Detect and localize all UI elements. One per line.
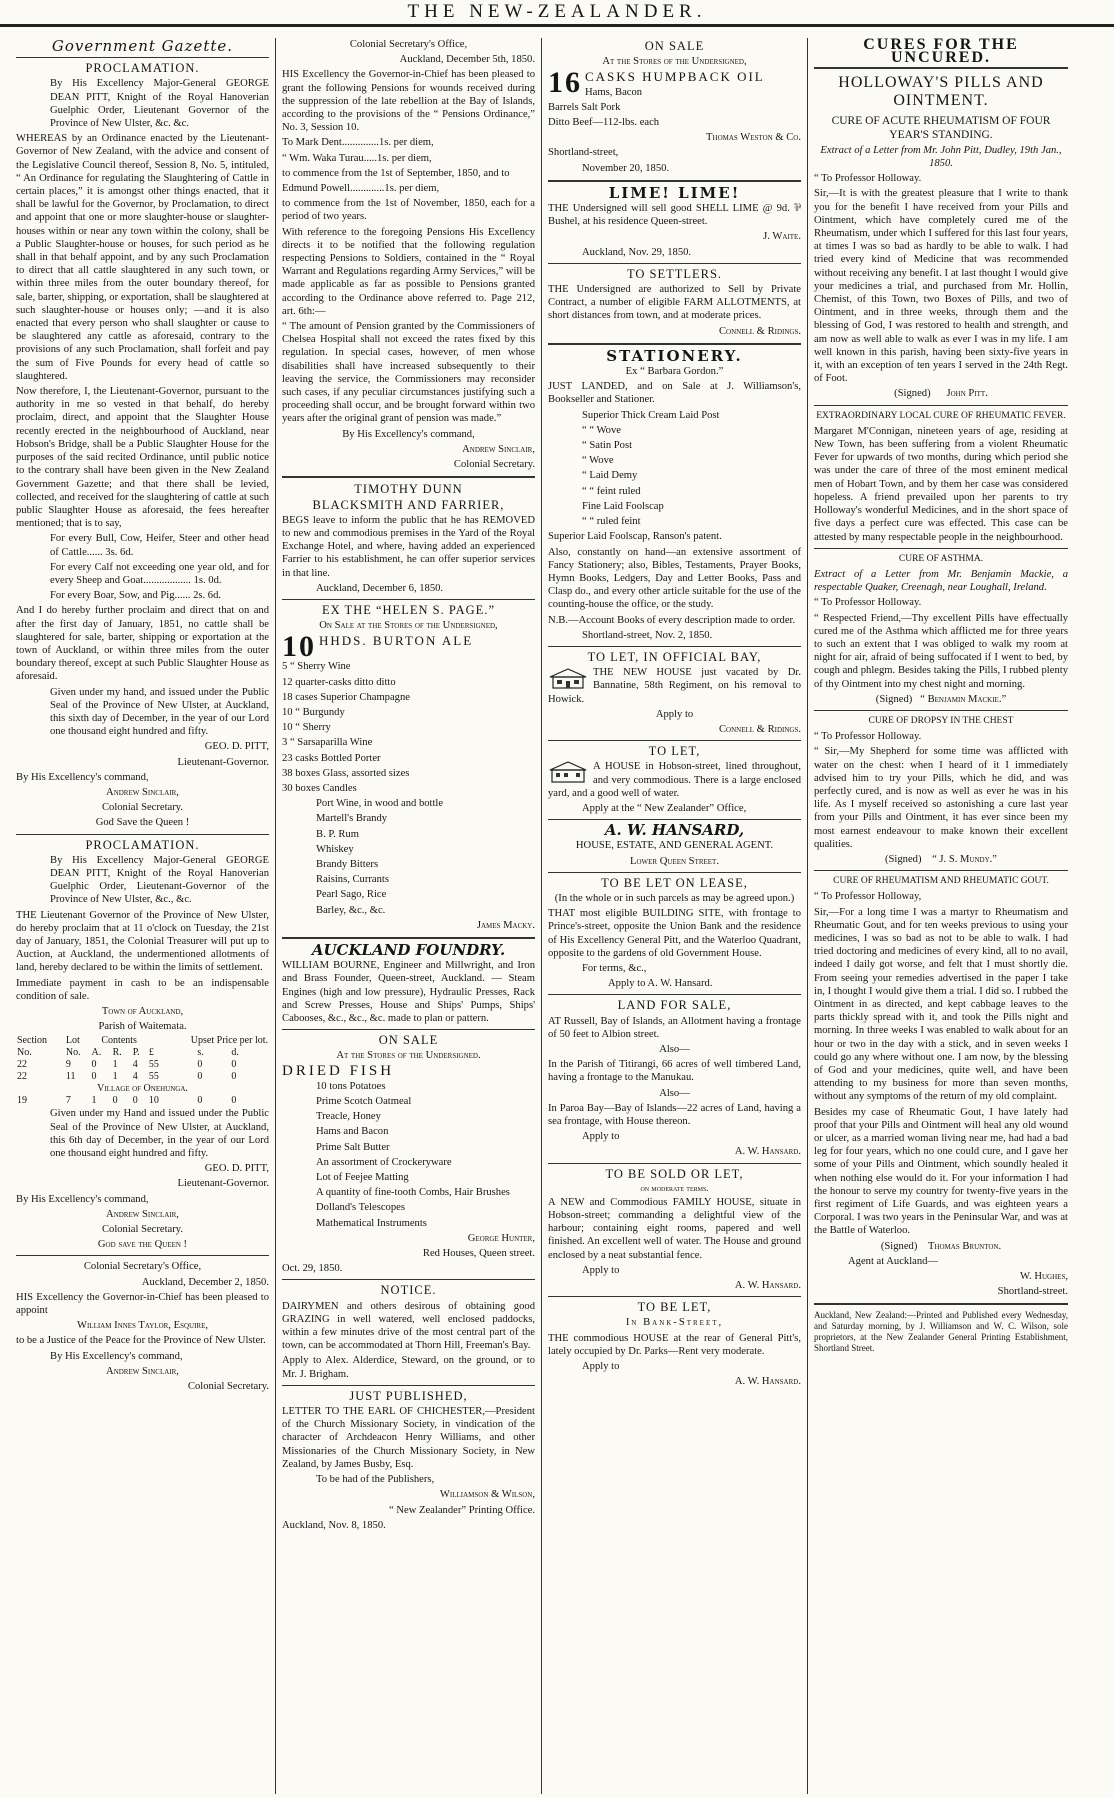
list-item: “ “ feint ruled [582, 485, 641, 497]
proclamation-1-secretary-title: Colonial Secretary. [101, 802, 184, 814]
list-item: Ditto Beef—112-lbs. each [548, 117, 660, 129]
agent-address: Shortland-street. [997, 1286, 1068, 1298]
cell: 55 [148, 1059, 159, 1071]
lime-body: THE Undersigned will sell good SHELL LIME @ 9d. ⅌ Bushel, at his residence Queen-street. [548, 203, 801, 228]
list-item: 3 “ Sarsaparilla Wine [282, 737, 373, 749]
pensions-reference: With reference to the foregoing Pensions His Excellency directs it to be notified that the following regulation respecting Pensions to Soldiers, contained in the “ Royal Warrant and Regulations regarding Army Services,” will be made applicable as far as possible to Pensions granted according to the Ordinance above referred to. Page 212, art. 6th:— [282, 226, 535, 317]
list-item: Whiskey [316, 843, 354, 855]
column-2 [276, 38, 542, 1794]
cure-3-body: “ Respected Friend,—Thy excellent Pills have effectually cured me of the Asthma which afflicted me for three years to such an extent that I was obliged to walk my room at night for air, afraid of being suffocated if I went to bed, by cough and phlegm. Besides taking the Pills, I rubbed plenty of thy Ointment into my chest night and morning. [814, 612, 1068, 690]
pension-4: Edmund Powell.............1s. per diem, [282, 183, 440, 195]
cure-1-body: Sir,—It is with the greatest pleasure that I write to thank you for the benefit I have received from your Pills and Ointment, which have completely cured me of the Rheumatism, under which I suffered for this last four years, at times I was so bad as hardly to be able to walk. I had tried every kind of Medicine that was recommended without receiving any benefit. I at last thought I would give your medicines a trial, and purchased from Mr. Hollin, Chemist, of this Town, two Boxes of Pills, and two of Ointment, and in three weeks, through them and the blessing of God, I was restored to health and strength, and am now as well able to walk as ever I was in my life. I am well known in this parish, having been sixty-five years in it, with an exception of ten years I served in the 24th Regt. of Foot. [814, 188, 1068, 385]
sold-apply: Apply to [582, 1264, 620, 1276]
list-item: “ Laid Demy [582, 470, 638, 482]
proclamation-2-god-save: God save the Queen ! [97, 1239, 188, 1251]
pension-2: “ Wm. Waka Turau.....1s. per diem, [282, 152, 432, 164]
fish-signature-2: Red Houses, Queen street. [422, 1248, 535, 1260]
stationery-items [548, 409, 801, 544]
pension-1: To Mark Dent..............1s. per diem, [282, 137, 434, 149]
sub-no: No. [17, 1047, 32, 1059]
sub-a: A. [91, 1047, 102, 1059]
cure-2-heading: EXTRAORDINARY LOCAL CURE OF RHEUMATIC FEVER. [816, 410, 1066, 421]
sold-signature: A. W. Hansard. [734, 1280, 801, 1292]
list-item: Superior Thick Cream Laid Post [582, 409, 720, 421]
gazette-heading: Government Gazette. [51, 38, 234, 55]
agent-label: Agent at Auckland— [848, 1255, 939, 1267]
settlers-body: THE Undersigned are authorized to Sell by Private Contract, a number of eligible FARM ALLOTMENTS, at short distances from town, and at moderate prices. [548, 284, 801, 322]
fish-lead: DRIED FISH [282, 1062, 395, 1079]
list-item: Pearl Sago, Rice [316, 889, 387, 901]
divider [548, 819, 801, 820]
table-row [16, 1059, 269, 1071]
cures-heading: CURES FOR THE UNCURED. [814, 38, 1068, 69]
to-let-apply: Apply at the “ New Zealander” Office, [582, 802, 747, 814]
cell: 0 [231, 1059, 237, 1071]
sale-date: November 20, 1850. [582, 162, 670, 174]
allotment-table [16, 1035, 269, 1107]
cure-1-heading: CURE OF ACUTE RHEUMATISM OF FOUR YEAR'S STANDING. [831, 115, 1051, 141]
masthead: THE NEW-ZEALANDER. [0, 0, 1114, 26]
list-item: 10 “ Burgundy [282, 706, 345, 718]
office-body: HIS Excellency the Governor-in-Chief has been pleased to appoint [16, 1291, 269, 1317]
lime-signature: J. Waite. [763, 231, 801, 243]
bank-body: THE commodious HOUSE at the rear of General Pitt's, lately occupied by Dr. Parks—Rent very moderate. [548, 1332, 801, 1357]
to-let-block [548, 760, 801, 800]
notice-heading: NOTICE. [380, 1283, 437, 1298]
proclamation-2-secretary: Andrew Sinclair, [106, 1208, 179, 1220]
divider [548, 872, 801, 873]
stationery-also: Also, constantly on hand—an extensive assortment of Fancy Stationery; also, Bibles, Testaments, Prayer Books, Hymn Books, Ledgers, Day and Letter Books, Pass and Clasp do., and every other article suitable for the use of the counting-house the office, or the study. [548, 546, 801, 611]
sold-sub: on moderate terms. [640, 1182, 709, 1193]
divider [548, 343, 801, 345]
helen-heading: EX THE “HELEN S. PAGE.” [322, 602, 495, 617]
list-item: Treacle, Honey [316, 1111, 381, 1123]
official-bay-block [548, 666, 801, 706]
list-item: 10 “ Sherry [282, 722, 331, 734]
bank-heading: TO BE LET, [637, 1300, 712, 1315]
lime-heading: LIME! LIME! [608, 183, 741, 202]
cell: 22 [17, 1059, 27, 1071]
cell: 0 [197, 1071, 203, 1083]
th-upset: Upset Price per lot. [190, 1035, 268, 1047]
proclamation-2-heading: PROCLAMATION. [85, 837, 200, 852]
hansard-body: HOUSE, ESTATE, AND GENERAL AGENT. [575, 840, 774, 852]
cell: 0 [91, 1071, 97, 1083]
list-item: B. P. Rum [316, 828, 359, 840]
divider [548, 263, 801, 264]
cure-4-body: “ Sir,—My Shepherd for some time was afflicted with water on the chest: when I heard of it I immediately advised him to try your Pills, which he did, and was perfectly cured, and is now as well as ever he was in his life. As I myself received so astonishing a cure last year from your Pills and Ointment, it has ever since been my most earnest endeavour to make known their excellent qualities. [814, 746, 1068, 850]
notice-apply: Apply to Alex. Alderdice, Steward, on the ground, or to Mr. J. Brigham. [282, 1355, 535, 1380]
bank-sub: In Bank-Street, [625, 1317, 724, 1329]
th-lot: Lot [65, 1035, 80, 1047]
pensions-command: By His Excellency's command, [342, 428, 475, 440]
list-item: “ “ Wove [582, 424, 621, 436]
pensions-quote: “ The amount of Pension granted by the Commissioners of Chelsea Hospital shall not exceed the rates fixed by this regulation. In special cases, however, of men whose disabilities shall have increased subsequently to their leaving the service, the Commissioners may reconsider such cases, if any peculiar circumstances justifying such a proceeding shall occur, and be brought forward within two years after the original grant of pension was made.” [282, 321, 535, 425]
list-item: Prime Scotch Oatmeal [316, 1096, 412, 1108]
house-icon [548, 667, 588, 689]
lease-sub: (In the whole or in such parcels as may be agreed upon.) [554, 892, 795, 904]
cure-3-signed-line [814, 693, 1068, 706]
village-onehunga: Village of Onehunga. [97, 1083, 188, 1095]
cure-3-heading: CURE OF ASTHMA. [898, 553, 984, 564]
office-appointee: William Innes Taylor, Esquire, [76, 1320, 209, 1332]
sold-heading: TO BE SOLD OR LET, [605, 1166, 744, 1181]
office-secretary: Andrew Sinclair, [106, 1365, 179, 1377]
divider [548, 740, 801, 741]
office-date: Auckland, December 2, 1850. [141, 1276, 269, 1288]
pensions-secretary: Andrew Sinclair, [462, 443, 535, 455]
cell: 55 [148, 1071, 159, 1083]
foundry-heading: AUCKLAND FOUNDRY. [311, 940, 506, 959]
sub-s: s. [197, 1047, 204, 1059]
dunn-name: TIMOTHY DUNN [354, 482, 463, 497]
land-heading: LAND FOR SALE, [617, 998, 732, 1013]
list-item: Dolland's Telescopes [316, 1202, 405, 1214]
cure-5-to: “ To Professor Holloway, [814, 891, 922, 903]
sale-place: Shortland-street, [548, 147, 619, 159]
proclamation-1-god-save: God Save the Queen ! [95, 817, 190, 829]
land-also-1: Also— [659, 1044, 690, 1055]
proclamation-1-heading: PROCLAMATION. [85, 61, 200, 76]
divider [282, 1385, 535, 1386]
divider [16, 1255, 269, 1256]
list-item: Fine Laid Foolscap [582, 500, 664, 512]
cell: 1 [91, 1095, 97, 1107]
notice-body: DAIRYMEN and others desirous of obtaining good GRAZING in well watered, well enclosed paddocks, within a few minutes drive of the most central part of the town, can be accommodated at Thorn Hill, Freeman's Bay. [282, 1300, 535, 1352]
list-item: Port Wine, in wood and bottle [316, 798, 444, 810]
fee-pig: For every Boar, Sow, and Pig...... 2s. 6d. [50, 590, 222, 602]
cell: 4 [132, 1071, 138, 1083]
helen-sub: On Sale at the Stores of the Undersigned, [319, 620, 498, 632]
pension-3: to commence from the 1st of September, 1850, and to [282, 167, 510, 179]
agent-name: W. Hughes, [1020, 1271, 1068, 1283]
column-1 [10, 38, 276, 1794]
pensions-secretary-title: Colonial Secretary. [453, 459, 535, 471]
cure-3-signed: (Signed) [875, 693, 913, 705]
cell: 0 [231, 1095, 237, 1107]
divider [814, 870, 1068, 871]
fish-sub: At the Stores of the Undersigned. [336, 1050, 481, 1062]
lease-heading: TO BE LET ON LEASE, [601, 875, 748, 890]
cure-1-signed-line [814, 387, 1068, 400]
to-let-heading: TO LET, [648, 744, 701, 759]
cure-4-signed: (Signed) [884, 853, 922, 865]
dunn-trade: BLACKSMITH AND FARRIER, [312, 497, 505, 512]
sale-heading: ON SALE [644, 39, 705, 53]
fish-items [282, 1080, 535, 1230]
cell: 9 [65, 1059, 71, 1071]
proclamation-2-signature-title: Lieutenant-Governor. [177, 1178, 269, 1190]
to-let-body: A HOUSE in Hobson-street, lined throughout, and very commodious. There is a large enclosed yard, and a good well of water. [548, 761, 801, 799]
parish-waitemata: Parish of Waitemata. [98, 1021, 187, 1033]
list-item: “ Satin Post [582, 440, 633, 452]
cure-5-signed-line [814, 1240, 1068, 1253]
lease-body: THAT most eligible BUILDING SITE, with frontage to Prince's-street, opposite the Union Bank and the residence of His Excellency General Pitt, and the Waterloo Quadrant, opposite to the gardens of old Government House. [548, 908, 801, 959]
fee-cattle: For every Bull, Cow, Heifer, Steer and other head of Cattle...... 3s. 6d. [50, 533, 269, 558]
cure-5-body: Sir,—For a long time I was a martyr to Rheumatism and Rheumatic Gout, and for ten weeks previous to using your medicines, I was so bad as not to be able to walk. I had tried doctoring and medicines of every kind, all to no avail, indeed I daily got worse, and felt that I must shortly die. From seeing your remedies advertised in the paper I take in, I thought I would give them a trial. I did so. I rubbed the Ointment in as directed, and kept cabbage leaves to the parts thickly spread with it, and took the Pills night and morning. In three weeks I was enabled to walk about for an hour or two in the day with a stick, and in seven weeks I could go any where without one. I am now, by the blessing of God and your medicines, quite well, and have been attending to my business for more than seven months, without any symptoms of the return of my old complaint. [814, 906, 1068, 1103]
cure-5-name: Thomas Brunton. [927, 1240, 1002, 1252]
list-item: Hams, Bacon [585, 86, 643, 98]
cure-3-extract: Extract of a Letter from Mr. Benjamin Mackie, a respectable Quaker, Creenagh, near Loughall, Ireland. [814, 568, 1068, 594]
proclamation-2-secretary-title: Colonial Secretary. [101, 1224, 184, 1236]
bank-signature: A. W. Hansard. [734, 1376, 801, 1388]
proclamation-2-body: THE Lieutenant Governor of the Province of New Ulster, do hereby proclaim that at 11 o'clock on Tuesday, the 21st day of January, 1851, the Colonial Treasurer will put up to Auction, at Auckland, the undermentioned allotments of land, hereby declared to be within the limits of settlement. [16, 909, 269, 974]
divider [814, 1303, 1068, 1305]
proclamation-1-signature: GEO. D. PITT, [204, 741, 269, 753]
cure-2-body: Margaret M'Connigan, nineteen years of age, residing at New Town, has been suffering from a violent Rheumatic Fever for upwards of two months, during which period she was under the care of three of the most eminent medical men of Hobart Town, and by them her case was considered hopeless. A friend prevailed upon her parents to try Holloway's wonderful Medicines, and in the short space of five days a perfect cure was effected. This case can be attested by many respectable people in the neighbourhood. [814, 425, 1068, 543]
proclamation-1-whereas: WHEREAS by an Ordinance enacted by the Lieutenant-Governor of New Zealand, with the advice and consent of the Legislative Council thereof, Session 8, No. 5, intituled, “ An Ordinance for regulating the Slaughtering of Cattle in certain places,” it is amongst other things enacted, that it shall be lawful for the Governor, by Proclamation, to direct and appoint that one or more slaughter-house or slaughter-houses within or near any town within the colony, shall be a Public Slaughter-house or houses, for such period as he shall in that behalf appoint, and by any such Proclamation to direct that all cattle slaughtered in any such town, or within three miles from the outer boundary thereof, for sale, barter, shipping, or exportation, shall be slaughtered at such slaughter-house or houses only; —and it is also enacted that every person who shall slaughter or cause to be slaughtered any cattle as aforesaid, contrary to the provisions of any such Proclamation, shall forfeit and pay the sum of Five Pounds for every head of cattle so slaughtered. [16, 133, 269, 382]
helen-signature: James Macky. [476, 919, 535, 931]
stationery-body: JUST LANDED, and on Sale at J. Williamson's, Bookseller and Stationer. [548, 381, 801, 406]
land-body: AT Russell, Bay of Islands, an Allotment having a frontage of 50 feet to Albion street. [548, 1015, 801, 1040]
official-bay-body: THE NEW HOUSE just vacated by Dr. Bannatine, 58th Regiment, on his removal to Howick. [548, 667, 801, 705]
cell: 1 [112, 1071, 118, 1083]
pensions-date: Auckland, December 5th, 1850. [399, 54, 535, 66]
fee-calf-sheep: For every Calf not exceeding one year old, and for every Sheep and Goat.................. 1s. 0d. [50, 561, 269, 586]
list-item: Brandy Bitters [316, 858, 379, 870]
sub-p: P. [132, 1047, 140, 1059]
divider [814, 548, 1068, 549]
cure-1-signed: (Signed) [894, 388, 931, 400]
proclamation-1-now-therefore: Now therefore, I, the Lieutenant-Governor, pursuant to the authority in me so vested in that behalf, do hereby proclaim, direct, and appoint that the Slaughter House recently erected in the neighbourhood of Auckland, near Hobson's Bridge, shall be a Public Slaughter House for the purposes of the said recited Ordinance, until public notice to the contrary shall have been given in the New Zealand Government Gazette; and that there shall be levied, collected, and received for the slaughtering of cattle at such public Slaughter House as aforesaid, the fees hereafter mentioned; that is to say, [16, 386, 269, 530]
published-date: Auckland, Nov. 8, 1850. [282, 1519, 386, 1531]
divider [282, 1279, 535, 1280]
holloway-heading: HOLLOWAY'S PILLS AND OINTMENT. [838, 74, 1044, 110]
published-publishers: Williamson & Wilson, [439, 1489, 535, 1501]
cell: 0 [132, 1095, 138, 1107]
divider [16, 57, 269, 58]
cell: 7 [65, 1095, 71, 1107]
divider [548, 994, 801, 995]
land-signature: A. W. Hansard. [734, 1146, 801, 1158]
cell: 1 [112, 1059, 118, 1071]
sub-no2: No. [65, 1047, 81, 1059]
list-item: Martell's Brandy [316, 813, 388, 825]
divider [548, 180, 801, 182]
cure-4-name: “ J. S. Mundy.” [932, 853, 998, 865]
table-row [16, 1095, 269, 1107]
dunn-date: Auckland, December 6, 1850. [316, 582, 444, 594]
stationery-date: Shortland-street, Nov. 2, 1850. [582, 629, 713, 641]
list-item: Hams and Bacon [316, 1126, 389, 1138]
published-heading: JUST PUBLISHED, [349, 1388, 468, 1403]
sold-body: A NEW and Commodious FAMILY HOUSE, situate in Hobson-street; commanding a delightful view of the harbour; containing eight rooms, papered and well finished. An excellent well of water. The House and ground enclosed by a neat substantial fence. [548, 1196, 801, 1261]
proclamation-1-signature-title: Lieutenant-Governor. [177, 756, 269, 768]
cure-4-heading: CURE OF DROPSY IN THE CHEST [868, 715, 1014, 726]
settlers-heading: TO SETTLERS. [626, 266, 723, 281]
stationery-heading: STATIONERY. [606, 346, 743, 365]
proclamation-1-further: And I do hereby further proclaim and direct that on and after the first day of January, 1851, no cattle shall be slaughtered for sale, barter, shipping or exportation at the town of Auckland, or within three miles from the outer boundary thereof, except at such Public Slaughter House as aforesaid. [16, 605, 269, 683]
cure-4-signed-line [814, 853, 1068, 866]
cell: 0 [197, 1095, 203, 1107]
divider [548, 1296, 801, 1297]
pensions-place: Colonial Secretary's Office, [349, 39, 468, 50]
list-item: Barrels Salt Pork [548, 101, 621, 113]
pension-5: to commence from the 1st of November, 1850, each for a period of two years. [282, 198, 535, 223]
list-item: Mathematical Instruments [316, 1217, 427, 1229]
proclamation-2-intro: By His Excellency Major-General GEORGE DEAN PITT, Knight of the Royal Hanoverian Guelphic Order, Lieutenant-Governor of the Province of New Ulster, &c., &c. [50, 854, 269, 906]
helen-lead-number: 10 [282, 630, 316, 664]
sub-l: £ [148, 1047, 154, 1059]
list-item: “ “ ruled feint [582, 516, 641, 528]
stationery-sub: Ex “ Barbara Gordon.” [625, 366, 724, 378]
stationery-nb: N.B.—Account Books of every description made to order. [548, 614, 796, 626]
th-section: Section [17, 1035, 47, 1047]
divider [282, 476, 535, 478]
columns [10, 38, 1104, 1794]
cure-3-to: “ To Professor Holloway. [814, 597, 922, 609]
column-3 [542, 38, 808, 1794]
divider [282, 937, 535, 939]
dunn-body: BEGS leave to inform the public that he has REMOVED to new and commodious premises in the Yard of the Royal Exchange Hotel, and where, having added an experienced Farrier to his establishment, he can offer superior services in that line. [282, 514, 535, 579]
bank-apply: Apply to [582, 1361, 620, 1373]
column-4 [808, 38, 1074, 1794]
divider [282, 1029, 535, 1030]
list-item: An assortment of Crockeryware [316, 1156, 452, 1168]
cell: 0 [197, 1059, 203, 1071]
sale-lead-text: CASKS HUMPBACK OIL [585, 69, 765, 85]
cell: 10 [148, 1095, 159, 1107]
cell: 4 [132, 1059, 138, 1071]
divider [814, 405, 1068, 406]
fish-heading: ON SALE [378, 1033, 439, 1048]
settlers-signature: Connell & Ridings. [718, 325, 801, 337]
official-bay-apply: Apply to [655, 708, 694, 720]
proclamation-2-signature: GEO. D. PITT, [204, 1163, 269, 1175]
office-body-2: to be a Justice of the Peace for the Province of New Ulster. [16, 1335, 266, 1347]
official-bay-signature: Connell & Ridings. [718, 723, 801, 735]
office-command: By His Excellency's command, [50, 1350, 183, 1362]
sale-lead-number: 16 [548, 66, 582, 100]
house-icon [548, 761, 588, 783]
helen-lead [282, 630, 535, 664]
cure-5-body-2: Besides my case of Rheumatic Gout, I have lately had proof that your Pills and Ointment will heal any old wound or ulcer, as a married woman living near me, had had a bad leg for four years, which no one could cure, and I gave her some of your Pills and Ointment, which soundly healed it when nothing else would do it. For your information I had the honour to serve my country for twenty-five years in the first regiment of Life Guards, and was eighteen years a Corporal. I was two years in the Peninsular War, and was at the Battle of Waterloo. [814, 1106, 1068, 1237]
th-contents: Contents [101, 1035, 137, 1047]
list-item: 38 boxes Glass, assorted sizes [282, 767, 410, 779]
cell: 0 [112, 1095, 118, 1107]
land-body-2: In the Parish of Titirangi, 66 acres of well timbered Land, having a frontage to the Manukau. [548, 1059, 801, 1084]
proclamation-1-intro: By His Excellency Major-General GEORGE DEAN PITT, Knight of the Royal Hanoverian Guelphic Order, Lieutenant Governor of the Province of New Ulster, &c. &c. [50, 78, 269, 130]
list-item: Raisins, Currants [316, 874, 389, 886]
imprint: Auckland, New Zealand:—Printed and Published every Wednesday, and Saturday morning, by J. Williamson and W. C. Wilson, sole proprietors, at the New Zealander General Printing Establishment, Shortland Street. [814, 1310, 1068, 1354]
list-item: 23 casks Bottled Porter [282, 752, 381, 764]
divider [282, 599, 535, 600]
table-row [16, 1071, 269, 1083]
list-item: Superior Laid Foolscap, Ranson's patent. [548, 531, 722, 543]
cure-5-signed: (Signed) [880, 1240, 918, 1252]
divider [16, 834, 269, 835]
list-item: Barley, &c., &c. [316, 904, 386, 916]
list-item: 30 boxes Candles [282, 782, 357, 794]
published-body: LETTER TO THE EARL OF CHICHESTER,—President of the Church Missionary Society, in vindication of the character of Archdeacon Henry Williams, and other Missionaries of the Church Missionary Society, in New Zealand, by James Busby, Esq. [282, 1406, 535, 1470]
proclamation-1-secretary: Andrew Sinclair, [106, 786, 179, 798]
proclamation-1-given: Given under my hand, and issued under the Public Seal of the Province of New Ulster, at Auckland, this sixth day of December, in the year of our Lord one thousand eight hundred and fifty. [50, 686, 269, 738]
published-had: To be had of the Publishers, [316, 1474, 435, 1486]
sub-d: d. [231, 1047, 239, 1059]
divider [548, 1163, 801, 1164]
list-item: 12 quarter-casks ditto ditto [282, 676, 396, 688]
foundry-body: WILLIAM BOURNE, Engineer and Millwright, and Iron and Brass Founder, Queen-street, Auckland. — Steam Engines (high and low pressure), Hydraulic Presses, Rack and Screw Presses, House and Ships' Pumps, Ships' Cabooses, &c., &c., &c. made to plan or pattern. [282, 960, 535, 1024]
divider [814, 710, 1068, 711]
pensions-body: HIS Excellency the Governor-in-Chief has been pleased to grant the following Pensions for wounds received during the suppression of the late rebellion at the Bay of Islands, according to the provisions of the “ Pensions Ordinance,” No. 3, Session 10. [282, 69, 535, 134]
land-apply: Apply to [582, 1131, 620, 1143]
office-secretary-title: Colonial Secretary. [187, 1381, 269, 1393]
lease-terms: For terms, &c., [582, 962, 647, 974]
cure-3-name: “ Benjamin Mackie.” [920, 693, 1007, 705]
proclamation-2-payment: Immediate payment in cash to be an indispensable condition of sale. [16, 977, 269, 1002]
fish-signature: George Hunter, [467, 1232, 535, 1244]
cell: 19 [17, 1095, 27, 1107]
divider [548, 646, 801, 647]
list-item: A quantity of fine-tooth Combs, Hair Brushes [316, 1187, 510, 1199]
cure-5-heading: CURE OF RHEUMATISM AND RHEUMATIC GOUT. [833, 876, 1049, 887]
cure-1-name: John Pitt. [946, 388, 988, 400]
fish-date: Oct. 29, 1850. [282, 1263, 343, 1275]
cure-4-to: “ To Professor Holloway. [814, 731, 922, 743]
hansard-address: Lower Queen Street. [629, 855, 719, 867]
helen-items [282, 660, 535, 916]
land-body-3: In Paroa Bay—Bay of Islands—22 acres of Land, having a sea frontage, with House thereon. [548, 1102, 801, 1128]
land-also-2: Also— [659, 1087, 690, 1099]
helen-lead-text: HHDS. BURTON ALE [319, 633, 474, 649]
list-item: 5 “ Sherry Wine [282, 661, 351, 673]
list-item: Prime Salt Butter [316, 1141, 390, 1153]
cure-1-extract: Extract of a Letter from Mr. John Pitt, Dudley, 19th Jan., 1850. [820, 144, 1062, 170]
lease-apply: Apply to A. W. Hansard. [608, 978, 713, 990]
proclamation-1-command: By His Excellency's command, [16, 771, 149, 783]
sale-sub: At the Stores of the Undersigned, [602, 56, 747, 68]
cell: 11 [65, 1071, 76, 1083]
office-place: Colonial Secretary's Office, [83, 1261, 202, 1273]
sale-signature: Thomas Weston & Co. [706, 132, 801, 144]
list-item: 18 cases Superior Champagne [282, 691, 410, 703]
published-office: “ New Zealander” Printing Office. [389, 1504, 535, 1516]
lime-date: Auckland, Nov. 29, 1850. [582, 246, 692, 258]
list-item: “ Wove [582, 455, 614, 467]
proclamation-2-command: By His Excellency's command, [16, 1193, 149, 1205]
proclamation-2-given: Given under my Hand and issued under the Public Seal of the Province of New Ulster, at Auckland, this 6th day of December, in the year of our Lord one thousand eight hundred and fifty. [50, 1108, 269, 1160]
list-item: 10 tons Potatoes [316, 1080, 386, 1092]
cell: 0 [91, 1059, 97, 1071]
official-bay-heading: TO LET, IN OFFICIAL BAY, [587, 649, 762, 664]
cure-1-to: “ To Professor Holloway. [814, 173, 922, 185]
list-item: Lot of Feejee Matting [316, 1172, 409, 1184]
town-of-auckland: Town of Auckland, [101, 1006, 184, 1018]
hansard-heading: A. W. HANSARD, [604, 821, 745, 840]
cell: 0 [231, 1071, 237, 1083]
cell: 22 [17, 1071, 27, 1083]
masthead-rule [0, 26, 1114, 27]
sub-r: R. [112, 1047, 122, 1059]
